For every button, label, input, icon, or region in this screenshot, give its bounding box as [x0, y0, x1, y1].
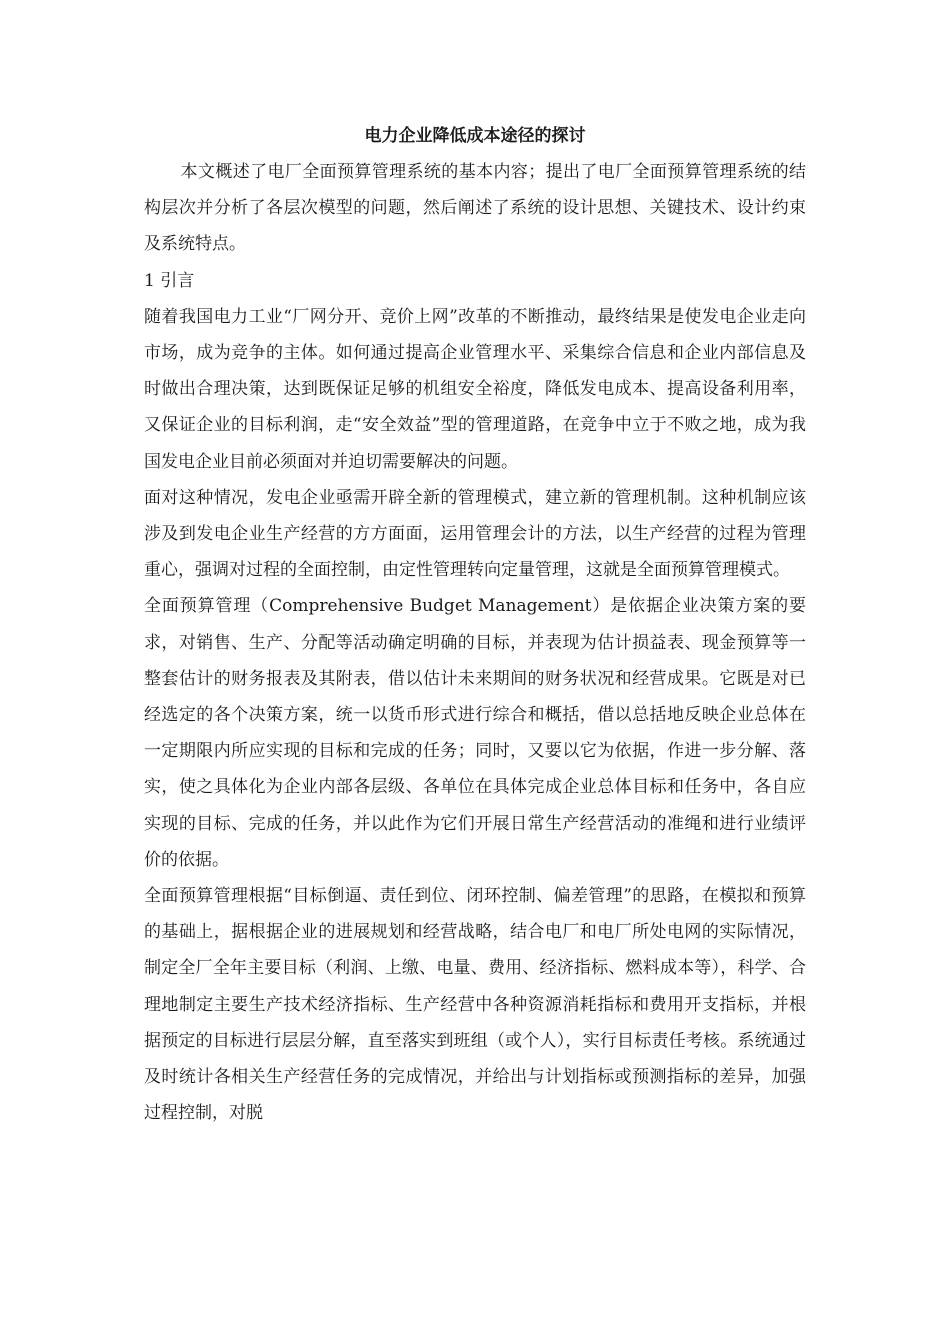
- body-paragraph: 随着我国电力工业“厂网分开、竞价上网”改革的不断推动，最终结果是使发电企业走向市场，成为竞争的主体。如何通过提高企业管理水平、采集综合信息和企业内部信息及时做出合理决策，达到既保证足够的机组安全裕度，降低发电成本、提高设备利用率，又保证企业的目标利润，走“安全效益”型的管理道路，在竞争中立于不败之地，成为我国发电企业目前必须面对并迫切需要解决的问题。: [144, 306, 806, 472]
- abstract-paragraph: 本文概述了电厂全面预算管理系统的基本内容；提出了电厂全面预算管理系统的结构层次并分析了各层次模型的问题，然后阐述了系统的设计思想、关键技术、设计约束及系统特点。: [144, 162, 806, 255]
- document-title: 电力企业降低成本途径的探讨: [364, 126, 586, 146]
- body-paragraph: 全面预算管理根据“目标倒逼、责任到位、闭环控制、偏差管理”的思路，在模拟和预算的基础上，据根据企业的进展规划和经营战略，结合电厂和电厂所处电网的实际情况，制定全厂全年主要目标（利润、上缴、电量、费用、经济指标、燃料成本等），科学、合理地制定主要生产技术经济指标、生产经营中各种资源消耗指标和费用开支指标，并根据预定的目标进行层层分解，直至落实到班组（或个人），实行目标责任考核。系统通过及时统计各相关生产经营任务的完成情况，并给出与计划指标或预测指标的差异，加强过程控制，对脱: [144, 886, 806, 1124]
- body-paragraph: 全面预算管理（Comprehensive Budget Management）是依据企业决策方案的要求，对销售、生产、分配等活动确定明确的目标，并表现为估计损益表、现金预算等一整套估计的财务报表及其附表，借以估计未来期间的财务状况和经营成果。它既是对已经选定的各个决策方案，统一以货币形式进行综合和概括，借以总括地反映企业总体在一定期限内所应实现的目标和完成的任务；同时，又要以它为依据，作进一步分解、落实，使之具体化为企业内部各层级、各单位在具体完成企业总体目标和任务中，各自应实现的目标、完成的任务，并以此作为它们开展日常生产经营活动的准绳和进行业绩评价的依据。: [144, 596, 806, 870]
- document-page: [144, 118, 806, 1131]
- body-paragraph: 面对这种情况，发电企业亟需开辟全新的管理模式，建立新的管理机制。这种机制应该涉及到发电企业生产经营的方方面面，运用管理会计的方法，以生产经营的过程为管理重心，强调对过程的全面控制，由定性管理转向定量管理，这就是全面预算管理模式。: [144, 487, 806, 581]
- section-heading-introduction: 1 引言: [144, 270, 195, 291]
